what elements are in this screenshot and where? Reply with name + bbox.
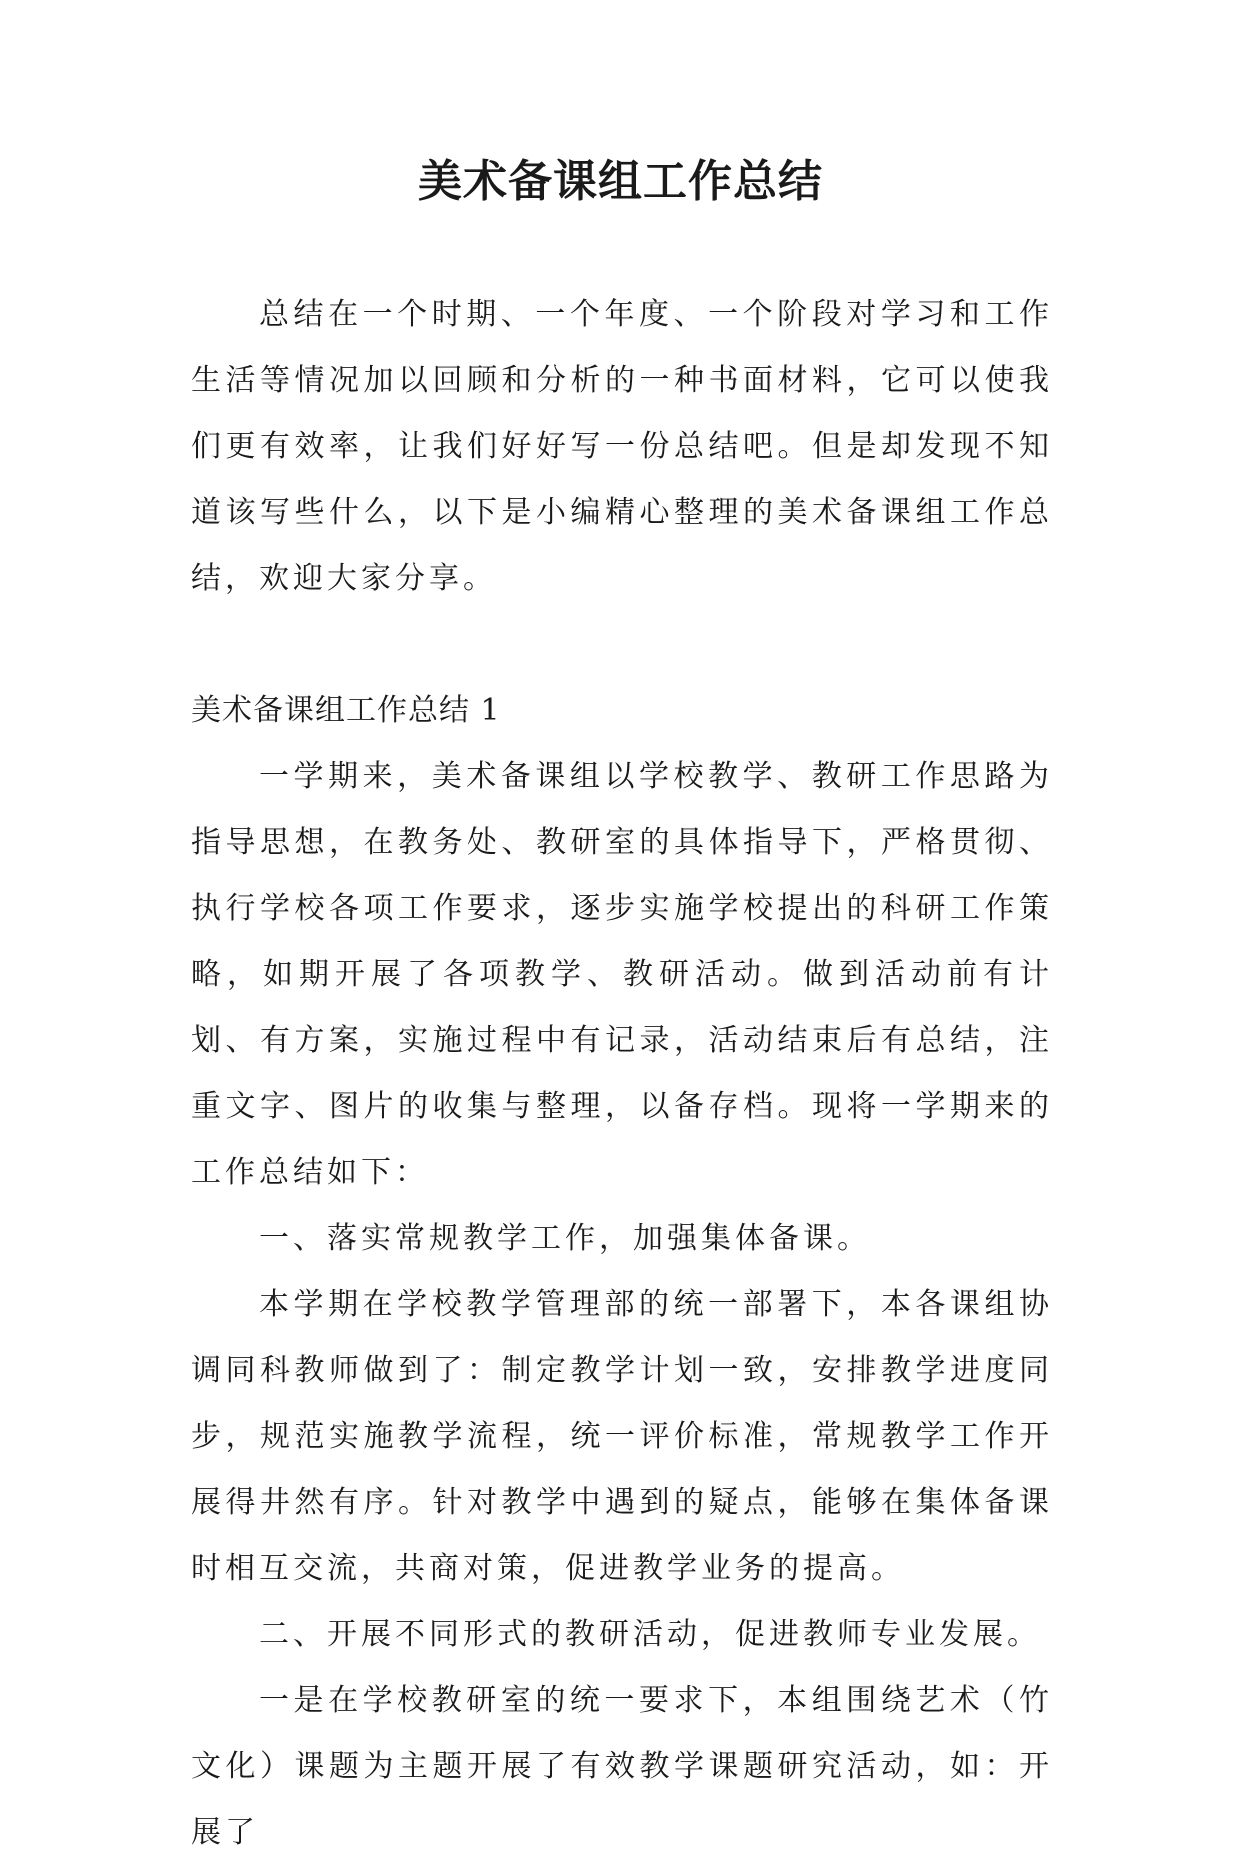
paragraph-spacer xyxy=(191,612,1053,678)
body-paragraph: 一是在学校教研室的统一要求下，本组围绕艺术（竹文化）课题为主题开展了有效教学课题研究活动，如：开展了 xyxy=(191,1683,1053,1850)
document-title: 美术备课组工作总结 xyxy=(418,156,823,207)
intro-paragraph: 总结在一个时期、一个年度、一个阶段对学习和工作生活等情况加以回顾和分析的一种书面材料，它可以使我们更有效率，让我们好好写一份总结吧。但是却发现不知道该写些什么，以下是小编精心整理的美术备课组工作总结，欢迎大家分享。 xyxy=(191,297,1053,596)
section-heading: 美术备课组工作总结 1 xyxy=(191,693,501,728)
subheading-paragraph: 二、开展不同形式的教研活动，促进教师专业发展。 xyxy=(259,1617,1041,1652)
body-paragraph: 本学期在学校教学管理部的统一部署下，本各课组协调同科教师做到了：制定教学计划一致，安排教学进度同步，规范实施教学流程，统一评价标准，常规教学工作开展得井然有序。针对教学中遇到的疑点，能够在集体备课时相互交流，共商对策，促进教学业务的提高。 xyxy=(191,1287,1053,1586)
body-paragraph: 一学期来，美术备课组以学校教学、教研工作思路为指导思想，在教务处、教研室的具体指导下，严格贯彻、执行学校各项工作要求，逐步实施学校提出的科研工作策略，如期开展了各项教学、教研活动。做到活动前有计划、有方案，实施过程中有记录，活动结束后有总结，注重文字、图片的收集与整理，以备存档。现将一学期来的工作总结如下： xyxy=(191,759,1053,1190)
document-body xyxy=(191,282,1053,1866)
subheading-paragraph: 一、落实常规教学工作，加强集体备课。 xyxy=(259,1221,871,1256)
